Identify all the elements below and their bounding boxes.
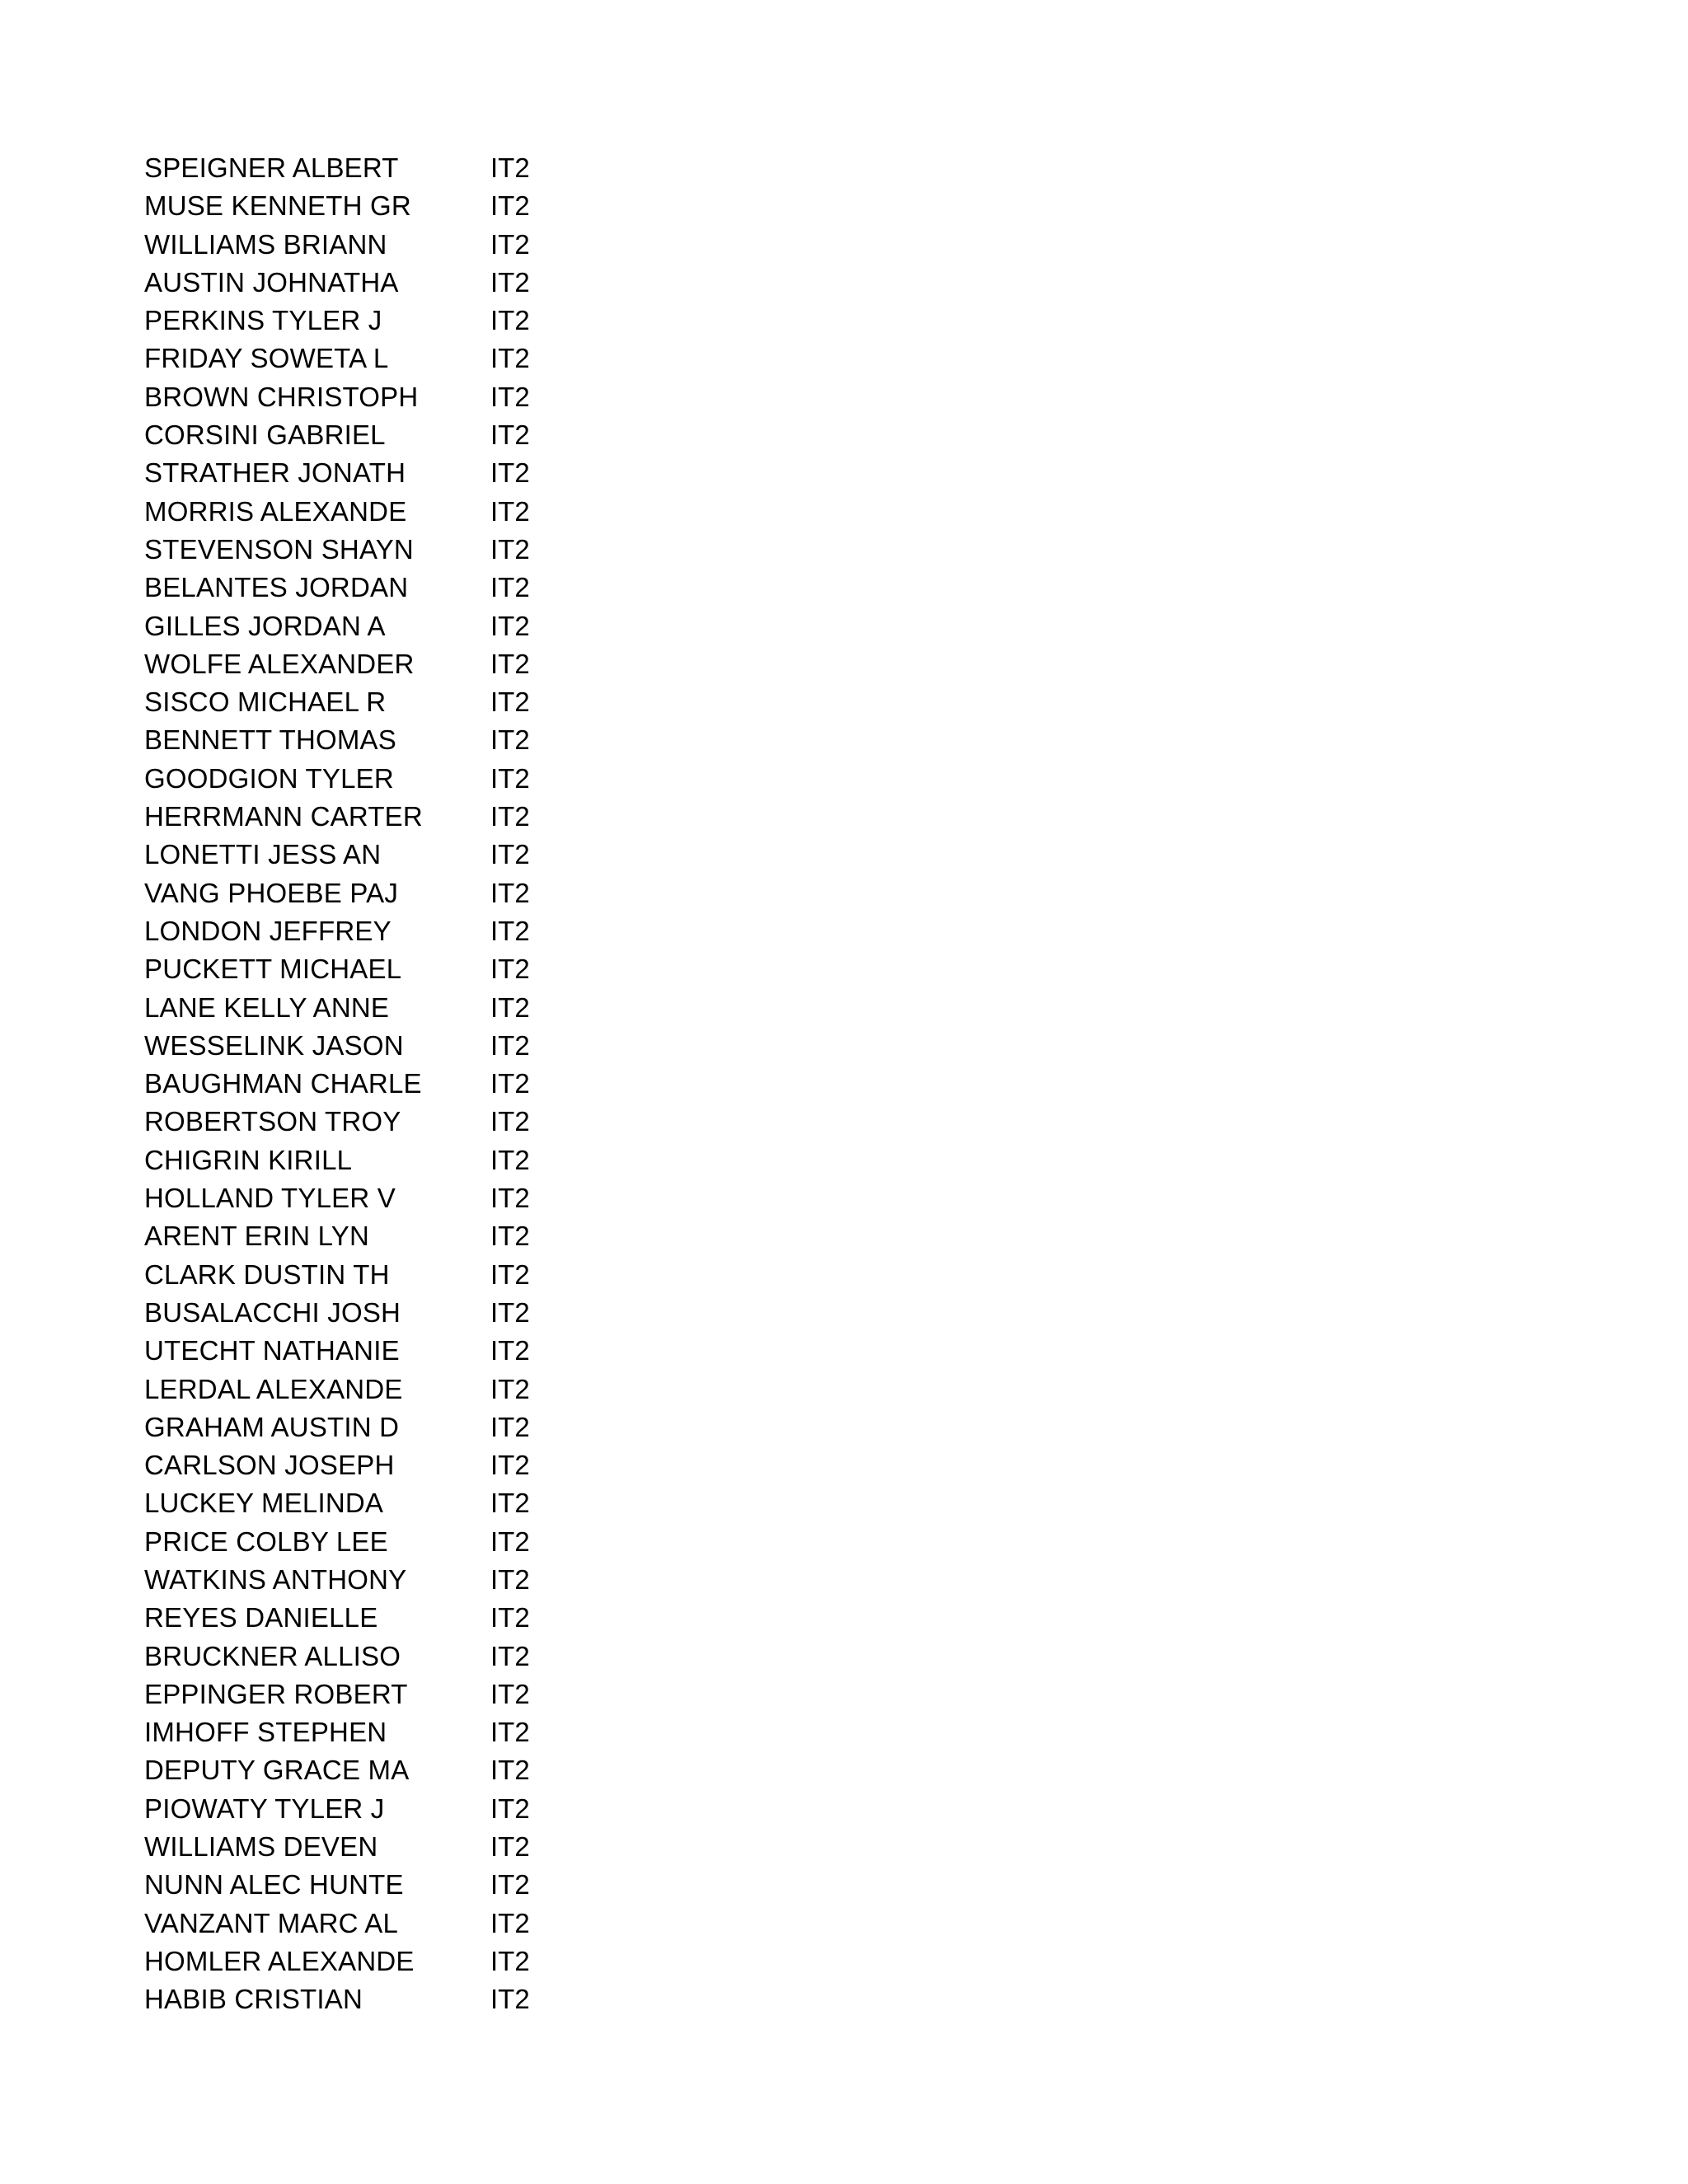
rate-code: IT2 (490, 1488, 530, 1519)
member-name: LERDAL ALEXANDE (144, 1373, 403, 1404)
member-name: BUSALACCHI JOSH (144, 1296, 401, 1328)
member-name: BAUGHMAN CHARLE (144, 1068, 422, 1099)
roster-row (144, 569, 556, 607)
roster-row (144, 149, 556, 187)
roster-row (144, 1065, 556, 1103)
roster-row (144, 1751, 556, 1789)
rate-code: IT2 (490, 1450, 530, 1481)
member-name: WOLFE ALEXANDER (144, 648, 415, 679)
member-name: GILLES JORDAN A (144, 610, 386, 641)
rate-code: IT2 (490, 1945, 530, 1976)
rate-code: IT2 (490, 1793, 530, 1824)
roster-row (144, 836, 556, 874)
rate-code: IT2 (490, 495, 530, 527)
roster-row (144, 493, 556, 531)
roster-row (144, 1141, 556, 1179)
rate-code: IT2 (490, 1984, 530, 2015)
member-name: EPPINGER ROBERT (144, 1678, 408, 1709)
rate-code: IT2 (490, 266, 530, 298)
roster-row (144, 760, 556, 798)
rate-code: IT2 (490, 1144, 530, 1175)
roster-list (144, 149, 556, 2019)
rate-code: IT2 (490, 1296, 530, 1328)
member-name: UTECHT NATHANIE (144, 1335, 400, 1366)
roster-row (144, 1371, 556, 1408)
roster-row (144, 1294, 556, 1332)
roster-row (144, 1599, 556, 1637)
roster-row (144, 912, 556, 950)
member-name: VANZANT MARC AL (144, 1907, 399, 1938)
member-name: CLARK DUSTIN TH (144, 1258, 390, 1290)
roster-row (144, 1408, 556, 1446)
rate-code: IT2 (490, 1869, 530, 1900)
member-name: MUSE KENNETH GR (144, 190, 411, 222)
member-name: ROBERTSON TROY (144, 1106, 401, 1137)
roster-row (144, 1828, 556, 1866)
rate-code: IT2 (490, 572, 530, 603)
rate-code: IT2 (490, 1335, 530, 1366)
roster-row (144, 607, 556, 645)
rate-code: IT2 (490, 648, 530, 679)
roster-row (144, 798, 556, 836)
member-name: IMHOFF STEPHEN (144, 1717, 387, 1748)
member-name: WATKINS ANTHONY (144, 1563, 407, 1595)
roster-row (144, 302, 556, 340)
member-name: PUCKETT MICHAEL (144, 954, 402, 985)
member-name: WILLIAMS BRIANN (144, 228, 387, 260)
member-name: FRIDAY SOWETA L (144, 343, 389, 374)
member-name: SPEIGNER ALBERT (144, 152, 399, 183)
member-name: VANG PHOEBE PAJ (144, 877, 399, 908)
rate-code: IT2 (490, 381, 530, 412)
member-name: HABIB CRISTIAN (144, 1984, 363, 2015)
rate-code: IT2 (490, 991, 530, 1023)
roster-row (144, 950, 556, 988)
member-name: GRAHAM AUSTIN D (144, 1411, 400, 1442)
rate-code: IT2 (490, 1258, 530, 1290)
roster-row (144, 1980, 556, 2018)
rate-code: IT2 (490, 762, 530, 794)
roster-row (144, 683, 556, 721)
member-name: PERKINS TYLER J (144, 305, 382, 336)
member-name: WESSELINK JASON (144, 1029, 404, 1061)
rate-code: IT2 (490, 1373, 530, 1404)
member-name: AUSTIN JOHNATHA (144, 266, 399, 298)
rate-code: IT2 (490, 1678, 530, 1709)
member-name: ARENT ERIN LYN (144, 1221, 369, 1252)
member-name: BRUCKNER ALLISO (144, 1640, 401, 1671)
member-name: STEVENSON SHAYN (144, 533, 414, 565)
roster-row (144, 226, 556, 264)
rate-code: IT2 (490, 1411, 530, 1442)
roster-row (144, 416, 556, 454)
member-name: HOMLER ALEXANDE (144, 1945, 415, 1976)
rate-code: IT2 (490, 1526, 530, 1557)
roster-row (144, 264, 556, 302)
member-name: BENNETT THOMAS (144, 724, 396, 756)
roster-row (144, 1866, 556, 1904)
member-name: LONETTI JESS AN (144, 839, 382, 870)
rate-code: IT2 (490, 610, 530, 641)
roster-row (144, 1484, 556, 1522)
roster-row (144, 1103, 556, 1141)
roster-row (144, 1790, 556, 1828)
member-name: LANE KELLY ANNE (144, 991, 390, 1023)
rate-code: IT2 (490, 1068, 530, 1099)
member-name: BROWN CHRISTOPH (144, 381, 419, 412)
rate-code: IT2 (490, 1221, 530, 1252)
rate-code: IT2 (490, 954, 530, 985)
rate-code: IT2 (490, 1640, 530, 1671)
member-name: WILLIAMS DEVEN (144, 1831, 378, 1863)
rate-code: IT2 (490, 343, 530, 374)
member-name: NUNN ALEC HUNTE (144, 1869, 404, 1900)
rate-code: IT2 (490, 1029, 530, 1061)
rate-code: IT2 (490, 839, 530, 870)
rate-code: IT2 (490, 457, 530, 489)
rate-code: IT2 (490, 1106, 530, 1137)
roster-row (144, 1943, 556, 1980)
roster-row (144, 874, 556, 912)
rate-code: IT2 (490, 152, 530, 183)
rate-code: IT2 (490, 419, 530, 451)
roster-row (144, 1179, 556, 1217)
member-name: BELANTES JORDAN (144, 572, 409, 603)
member-name: LUCKEY MELINDA (144, 1488, 384, 1519)
rate-code: IT2 (490, 915, 530, 946)
roster-row (144, 989, 556, 1027)
roster-row (144, 1523, 556, 1561)
roster-row (144, 340, 556, 377)
rate-code: IT2 (490, 1755, 530, 1786)
member-name: MORRIS ALEXANDE (144, 495, 407, 527)
member-name: HERRMANN CARTER (144, 801, 423, 832)
rate-code: IT2 (490, 801, 530, 832)
roster-row (144, 1713, 556, 1751)
roster-row (144, 1256, 556, 1294)
member-name: REYES DANIELLE (144, 1602, 378, 1633)
rate-code: IT2 (490, 1602, 530, 1633)
rate-code: IT2 (490, 1183, 530, 1214)
member-name: STRATHER JONATH (144, 457, 406, 489)
member-name: LONDON JEFFREY (144, 915, 392, 946)
roster-row (144, 1905, 556, 1943)
roster-row (144, 1561, 556, 1599)
rate-code: IT2 (490, 877, 530, 908)
member-name: PIOWATY TYLER J (144, 1793, 385, 1824)
rate-code: IT2 (490, 1831, 530, 1863)
roster-row (144, 531, 556, 569)
rate-code: IT2 (490, 533, 530, 565)
roster-row (144, 721, 556, 759)
roster-row (144, 1217, 556, 1255)
member-name: CORSINI GABRIEL (144, 419, 386, 451)
rate-code: IT2 (490, 687, 530, 718)
roster-row (144, 1332, 556, 1370)
member-name: CARLSON JOSEPH (144, 1450, 395, 1481)
member-name: PRICE COLBY LEE (144, 1526, 388, 1557)
roster-row (144, 1446, 556, 1484)
roster-row (144, 454, 556, 492)
roster-row (144, 1027, 556, 1065)
roster-row (144, 1638, 556, 1675)
rate-code: IT2 (490, 305, 530, 336)
roster-row (144, 187, 556, 225)
member-name: HOLLAND TYLER V (144, 1183, 396, 1214)
rate-code: IT2 (490, 1907, 530, 1938)
rate-code: IT2 (490, 228, 530, 260)
rate-code: IT2 (490, 724, 530, 756)
roster-row (144, 1675, 556, 1713)
rate-code: IT2 (490, 190, 530, 222)
rate-code: IT2 (490, 1717, 530, 1748)
rate-code: IT2 (490, 1563, 530, 1595)
member-name: CHIGRIN KIRILL (144, 1144, 353, 1175)
member-name: DEPUTY GRACE MA (144, 1755, 410, 1786)
roster-row (144, 645, 556, 683)
roster-row (144, 378, 556, 416)
member-name: SISCO MICHAEL R (144, 687, 387, 718)
member-name: GOODGION TYLER (144, 762, 394, 794)
